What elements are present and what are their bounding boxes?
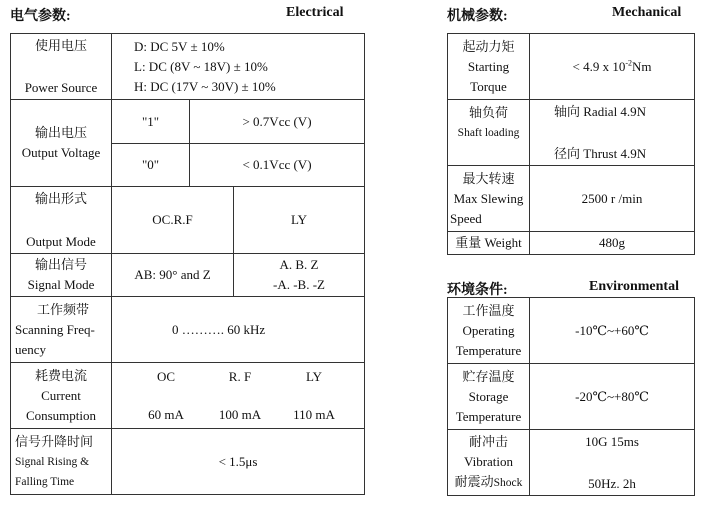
torque-value: [530, 34, 695, 100]
rise-fall-label-cn: 信号升降时间: [15, 433, 94, 449]
op-temp-row: [448, 298, 695, 364]
signal-mode-values: [234, 254, 365, 297]
scanning-freq-value: 0 ………. 60 kHz: [112, 297, 365, 363]
power-source-label-cn: 使用电压: [34, 37, 87, 53]
power-source-d: D: DC 5V ± 10%: [134, 38, 225, 54]
rise-fall-row: [11, 429, 365, 495]
torque-value-exp: -2: [625, 58, 632, 68]
vibration-values: [530, 430, 695, 496]
speed-label-en1: Max Slewing: [453, 190, 524, 206]
torque-label-en2: Torque: [470, 78, 507, 94]
scanning-freq-row: [11, 297, 365, 363]
st-temp-label-cn: 贮存温度: [462, 368, 515, 384]
shaft-label-cn: 轴负荷: [468, 104, 508, 120]
torque-value-base: < 4.9 x 10: [572, 58, 626, 74]
op-temp-value: -10℃~+60℃: [530, 298, 695, 364]
output-mode-label: [11, 187, 112, 254]
output-mode-row: [11, 187, 365, 254]
rise-fall-label: [11, 429, 112, 495]
signal-mode-line1: A. B. Z: [279, 257, 319, 272]
speed-value: 2500 r /min: [530, 166, 695, 232]
output-mode-ly: LY: [234, 187, 365, 254]
power-source-values: [112, 34, 365, 100]
shock-value: 50Hz. 2h: [588, 475, 636, 491]
op-temp-label-en2: Temperature: [455, 342, 522, 358]
output-voltage-label-en: Output Voltage: [21, 145, 101, 160]
shock-label-en: Shock: [493, 477, 523, 489]
current-label-cn: 耗费电流: [34, 367, 87, 383]
shaft-label: [448, 100, 530, 166]
output-high-code: "1": [112, 100, 190, 144]
current-label: [11, 363, 112, 429]
current-value-rf: 100 mA: [218, 406, 262, 422]
st-temp-value: -20℃~+80℃: [530, 364, 695, 430]
power-source-label: [11, 34, 112, 100]
vibration-label-cn1: 耐冲击: [468, 434, 508, 449]
vibration-row: [448, 430, 695, 496]
op-temp-label-en1: Operating: [462, 322, 515, 338]
weight-label: 重量 Weight: [448, 232, 530, 255]
vibration-value: 10G 15ms: [585, 433, 639, 449]
signal-mode-label-en: Signal Mode: [27, 277, 95, 292]
signal-mode-label-cn: 输出信号: [34, 257, 87, 272]
current-label-en2: Consumption: [25, 407, 97, 423]
current-value-ly: 110 mA: [293, 406, 335, 422]
environmental-title-cn: 环境条件:: [447, 283, 508, 298]
shaft-row: [448, 100, 695, 166]
electrical-title-cn: 电气参数:: [10, 9, 71, 24]
current-head-oc: OC: [156, 368, 176, 384]
vibration-label: [448, 430, 530, 496]
output-voltage-label: [11, 100, 112, 187]
torque-row: [448, 34, 695, 100]
st-temp-label: [448, 364, 530, 430]
speed-label: [448, 166, 530, 232]
electrical-title-en: Electrical: [286, 5, 344, 20]
torque-label-en1: Starting: [467, 58, 510, 74]
speed-row: [448, 166, 695, 232]
weight-value: 480g: [530, 232, 695, 255]
torque-label-cn: 起动力矩: [462, 38, 515, 54]
power-source-h: H: DC (17V ~ 30V) ± 10%: [134, 78, 276, 94]
current-values: [112, 363, 365, 429]
electrical-table: [10, 33, 365, 495]
shaft-radial: 轴向 Radial 4.9N: [554, 103, 647, 119]
vibration-label-en1: Vibration: [463, 454, 514, 469]
mechanical-table: [447, 33, 695, 255]
mechanical-title-en: Mechanical: [612, 5, 682, 20]
weight-row: [448, 232, 695, 255]
environmental-table: [447, 297, 695, 496]
output-voltage-row-high: [11, 100, 365, 144]
rise-fall-label-en1: Signal Rising &: [15, 455, 90, 468]
shaft-label-en: Shaft loading: [457, 126, 520, 139]
current-value-oc: 60 mA: [148, 406, 184, 422]
scanning-freq-label-cn: 工作频带: [36, 301, 89, 317]
output-mode-oc: OC.R.F: [112, 187, 234, 254]
current-row: [11, 363, 365, 429]
st-temp-row: [448, 364, 695, 430]
signal-mode-label: [11, 254, 112, 297]
rise-fall-label-en2: Falling Time: [15, 475, 75, 488]
output-voltage-label-cn: 输出电压: [34, 125, 87, 140]
output-mode-label-cn: 输出形式: [34, 190, 87, 206]
scanning-freq-label-en1: Scanning Freq-: [15, 321, 95, 337]
power-source-l: L: DC (8V ~ 18V) ± 10%: [134, 58, 268, 74]
output-low-value: < 0.1Vcc (V): [190, 144, 365, 187]
shaft-thrust: 径向 Thrust 4.9N: [554, 145, 647, 161]
signal-mode-row: [11, 254, 365, 297]
environmental-title-en: Environmental: [589, 279, 679, 294]
speed-label-en2: Speed: [450, 210, 482, 226]
shaft-values: [530, 100, 695, 166]
shock-label: [448, 472, 529, 493]
signal-mode-line2: -A. -B. -Z: [273, 277, 325, 292]
current-head-rf: R. F: [228, 368, 252, 384]
st-temp-label-en1: Storage: [468, 388, 509, 404]
current-head-ly: LY: [305, 368, 323, 384]
signal-mode-ab: AB: 90° and Z: [112, 254, 234, 297]
current-label-en1: Current: [41, 387, 81, 403]
power-source-label-en: Power Source: [24, 79, 98, 95]
torque-label: [448, 34, 530, 100]
mechanical-title-cn: 机械参数:: [447, 9, 508, 24]
scanning-freq-label-en2: uency: [15, 341, 47, 357]
rise-fall-value: < 1.5μs: [112, 429, 365, 495]
output-high-value: > 0.7Vcc (V): [190, 100, 365, 144]
shock-label-cn: 耐震动: [454, 474, 494, 489]
power-source-row: [11, 34, 365, 100]
torque-value-unit: Nm: [632, 58, 652, 74]
op-temp-label-cn: 工作温度: [462, 302, 515, 318]
output-mode-label-en: Output Mode: [26, 233, 96, 249]
op-temp-label: [448, 298, 530, 364]
st-temp-label-en2: Temperature: [455, 408, 522, 424]
output-low-code: "0": [112, 144, 190, 187]
speed-label-cn: 最大转速: [462, 170, 515, 186]
scanning-freq-label: [11, 297, 112, 363]
